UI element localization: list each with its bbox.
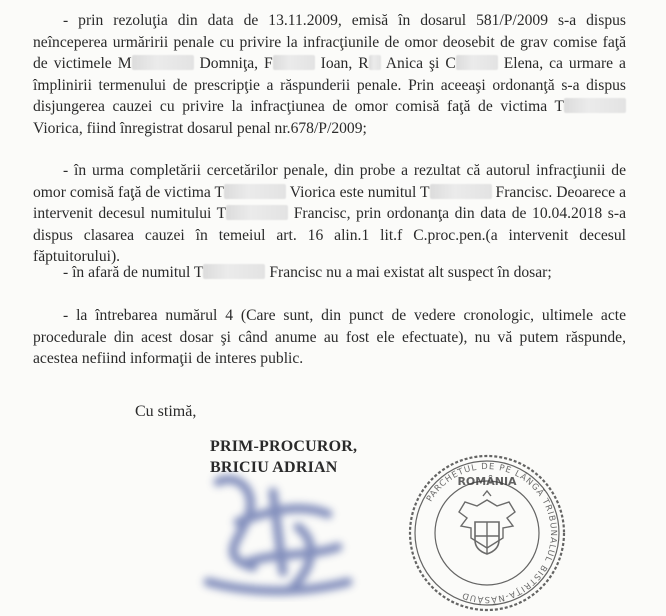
coat-of-arms-icon <box>459 491 515 554</box>
paragraph-text: - prin rezoluţia din data de 13.11.2009, emisă în dosarul 581/P/2009 s-a dispus neînceperea urmăririi penale cu privire la infracţiunile de omor deosebit de grav comise faţă de victimele M <box>33 12 626 72</box>
redacted-name <box>132 55 194 70</box>
paragraph-text: Francisc nu a mai existat alt suspect în dosar; <box>265 264 552 281</box>
paragraph-text: Francisc, prin ordonanţa din data de 10.04.2018 s-a dispus clasarea cauzei în temeiul art. 16 alin.1 lit.f C.proc.pen.(a intervenit decesul făptuitorului). <box>33 205 626 265</box>
handwritten-signature <box>178 462 388 612</box>
paragraph-text: - la întrebarea numărul 4 (Care sunt, din punct de vedere cronologic, ultimele acte procedurale din acest dosar şi când anume au fost ele efectuate), nu vă putem răspunde, acestea nefiind informaţii de interes public. <box>33 307 626 367</box>
redacted-name <box>430 184 492 199</box>
official-stamp <box>405 452 569 614</box>
paragraph-text: Ioan, R <box>314 55 369 72</box>
paragraph-3 <box>33 262 626 284</box>
paragraph-text: Anica şi C <box>380 55 456 72</box>
redacted-name <box>564 98 626 113</box>
signatory-title: PRIM-PROCUROR, <box>210 438 358 455</box>
paragraph-text: Francisc. Deoarece a intervenit decesul numitului T <box>33 183 626 222</box>
redacted-name <box>226 205 288 220</box>
paragraph-text: - în afară de numitul T <box>63 264 204 281</box>
stamp-ring-text: PARCHETUL DE PE LÂNGĂ TRIBUNALUL BISTRIŢA-NĂSĂUD <box>424 461 559 605</box>
paragraph-text: Viorica, fiind înregistrat dosarul penal nr.678/P/2009; <box>33 119 367 137</box>
paragraph-text: Viorica este numitul T <box>286 183 430 201</box>
redacted-name <box>203 264 265 279</box>
redacted-name <box>273 55 315 70</box>
paragraph-text: Domniţa, F <box>193 55 273 72</box>
closing-salutation: Cu stimă, <box>135 403 197 420</box>
paragraph-1 <box>33 10 626 139</box>
stamp-top-text: ROMÂNIA <box>457 475 517 488</box>
redacted-name <box>456 55 498 70</box>
redacted-name <box>224 184 286 199</box>
redacted-name <box>369 55 381 70</box>
paragraph-text: - în urma completării cercetărilor penale, din probe a rezultat că autorul infracţiunii de omor comisă faţă de victima T <box>33 162 626 201</box>
paragraph-text: Elena, ca urmare a împlinirii termenului de prescripţie a răspunderii penale. Prin aceeaşi ordonanţă s-a dispus disjungerea cauzei cu privire la infracţiunea de omor comisă faţă de victima T <box>33 55 626 115</box>
paragraph-2 <box>33 160 626 268</box>
paragraph-4 <box>33 305 626 370</box>
signatory-name: BRICIU ADRIAN <box>210 459 338 476</box>
